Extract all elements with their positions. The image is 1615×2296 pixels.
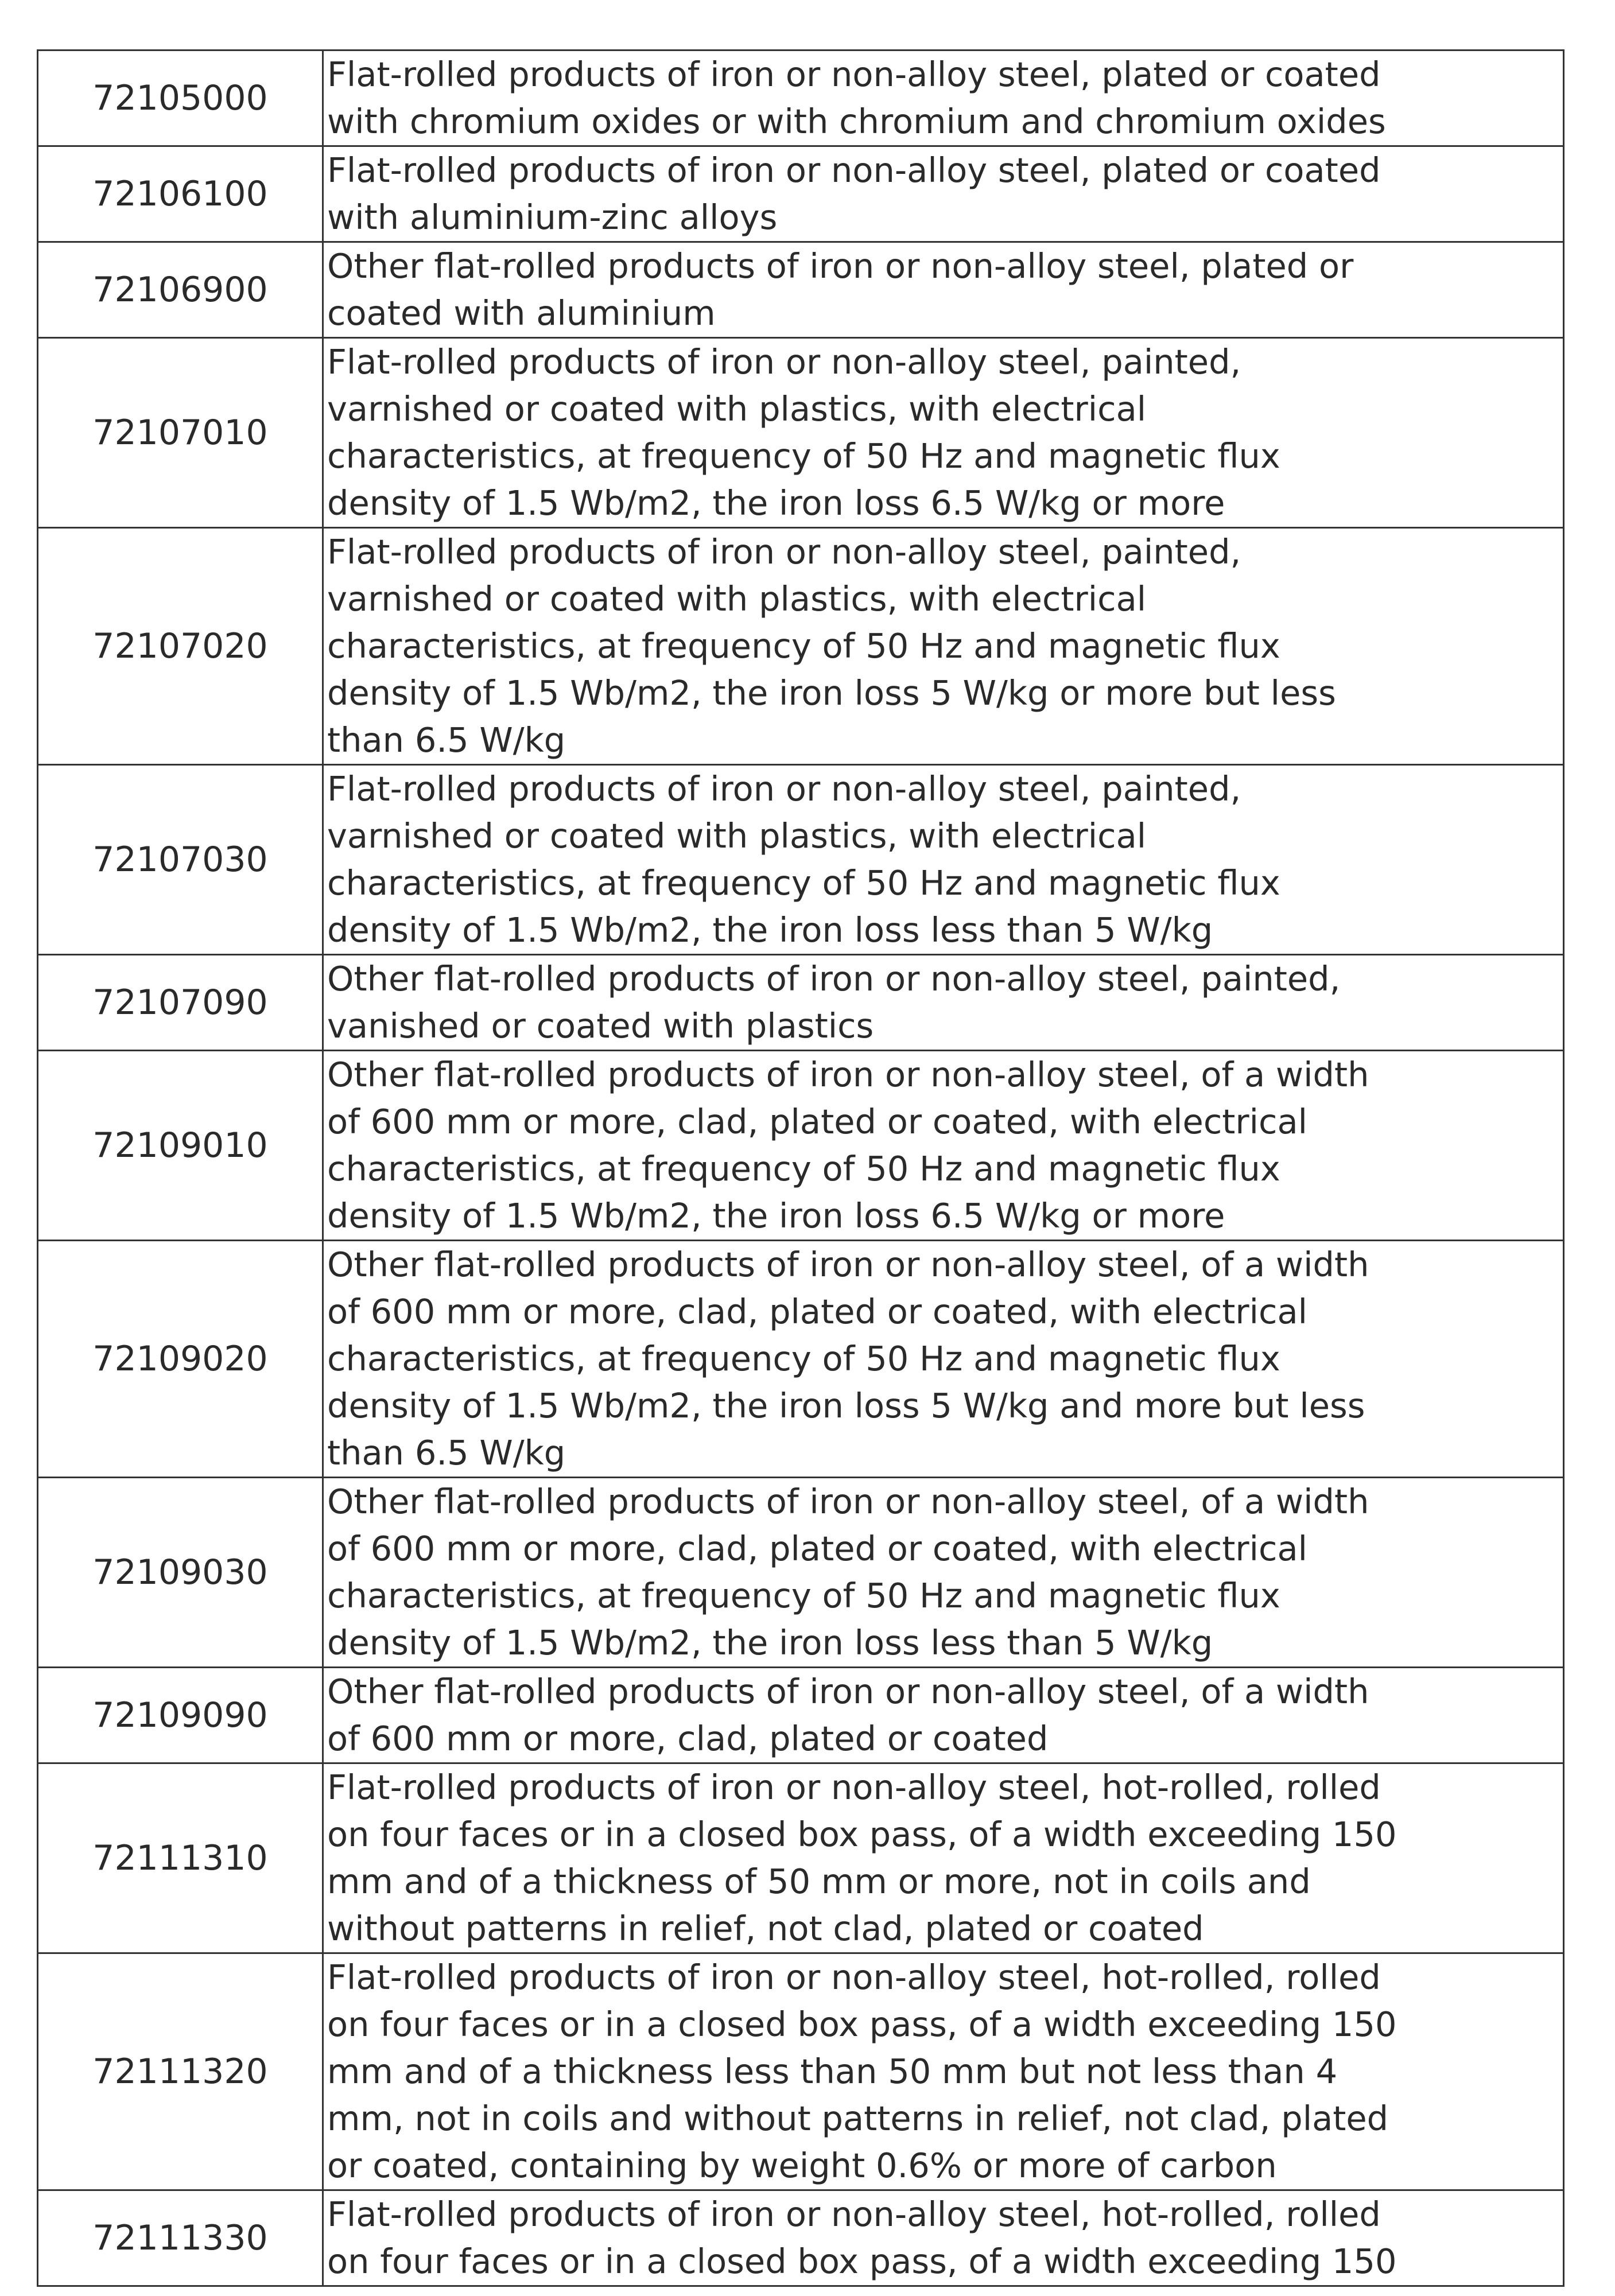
tariff-code: 72109030 <box>38 1478 323 1668</box>
description-line: Flat-rolled products of iron or non-alloy steel, painted, <box>327 532 1241 572</box>
tariff-description <box>323 1051 1564 1241</box>
tariff-description <box>323 242 1564 338</box>
description-line: density of 1.5 Wb/m2, the iron loss 6.5 W/kg or more <box>327 1196 1225 1236</box>
description-line: Other flat-rolled products of iron or non-alloy steel, of a width <box>327 1055 1369 1094</box>
description-line: characteristics, at frequency of 50 Hz and magnetic flux <box>327 626 1280 666</box>
description-line: Other flat-rolled products of iron or non-alloy steel, painted, <box>327 959 1341 999</box>
table-row <box>38 1763 1564 1953</box>
tariff-description <box>323 955 1564 1051</box>
description-line: Flat-rolled products of iron or non-alloy steel, hot-rolled, rolled <box>327 2194 1381 2234</box>
tariff-description <box>323 146 1564 242</box>
description-line: Flat-rolled products of iron or non-alloy steel, painted, <box>327 769 1241 809</box>
tariff-code: 72111330 <box>38 2190 323 2286</box>
tariff-code: 72111310 <box>38 1763 323 1953</box>
description-line: varnished or coated with plastics, with electrical <box>327 579 1147 619</box>
table-row <box>38 1478 1564 1668</box>
description-line: characteristics, at frequency of 50 Hz and magnetic flux <box>327 1149 1280 1188</box>
description-line: characteristics, at frequency of 50 Hz and magnetic flux <box>327 1339 1280 1378</box>
description-line: varnished or coated with plastics, with electrical <box>327 389 1147 429</box>
tariff-description <box>323 50 1564 146</box>
description-line: coated with aluminium <box>327 293 716 333</box>
tariff-code: 72111320 <box>38 1953 323 2190</box>
description-line: density of 1.5 Wb/m2, the iron loss less than 5 W/kg <box>327 1623 1213 1662</box>
table-row <box>38 338 1564 528</box>
table-row <box>38 1668 1564 1763</box>
table-row <box>38 1051 1564 1241</box>
table-row <box>38 765 1564 955</box>
tariff-code: 72107020 <box>38 528 323 765</box>
tariff-code: 72105000 <box>38 50 323 146</box>
description-line: Flat-rolled products of iron or non-alloy steel, hot-rolled, rolled <box>327 1767 1381 1807</box>
description-line: with aluminium-zinc alloys <box>327 197 778 237</box>
description-line: without patterns in relief, not clad, plated or coated <box>327 1909 1204 1948</box>
tariff-code: 72109010 <box>38 1051 323 1241</box>
tariff-description <box>323 1953 1564 2190</box>
description-line: varnished or coated with plastics, with electrical <box>327 816 1147 856</box>
description-line: Other flat-rolled products of iron or non-alloy steel, plated or <box>327 246 1354 286</box>
tariff-description <box>323 1478 1564 1668</box>
tariff-description <box>323 528 1564 765</box>
description-line: mm and of a thickness of 50 mm or more, not in coils and <box>327 1862 1311 1901</box>
table-row <box>38 1953 1564 2190</box>
description-line: or coated, containing by weight 0.6% or more of carbon <box>327 2146 1277 2185</box>
table-row <box>38 242 1564 338</box>
tariff-code: 72109020 <box>38 1241 323 1478</box>
description-line: Other flat-rolled products of iron or non-alloy steel, of a width <box>327 1482 1369 1521</box>
description-line: of 600 mm or more, clad, plated or coated, with electrical <box>327 1529 1308 1568</box>
description-line: characteristics, at frequency of 50 Hz and magnetic flux <box>327 1576 1280 1615</box>
description-line: mm, not in coils and without patterns in relief, not clad, plated <box>327 2099 1389 2138</box>
description-line: than 6.5 W/kg <box>327 720 566 760</box>
description-line: density of 1.5 Wb/m2, the iron loss 5 W/kg and more but less <box>327 1386 1365 1425</box>
description-line: density of 1.5 Wb/m2, the iron loss 6.5 W/kg or more <box>327 483 1225 523</box>
description-line: Flat-rolled products of iron or non-alloy steel, plated or coated <box>327 55 1381 94</box>
table-row <box>38 50 1564 146</box>
tariff-description <box>323 1763 1564 1953</box>
table-row <box>38 955 1564 1051</box>
description-line: Flat-rolled products of iron or non-alloy steel, painted, <box>327 342 1241 382</box>
description-line: on four faces or in a closed box pass, of a width exceeding 150 <box>327 1815 1397 1854</box>
description-line: vanished or coated with plastics <box>327 1006 874 1046</box>
tariff-code: 72109090 <box>38 1668 323 1763</box>
description-line: Flat-rolled products of iron or non-alloy steel, plated or coated <box>327 150 1381 190</box>
tariff-description <box>323 765 1564 955</box>
description-line: with chromium oxides or with chromium and chromium oxides <box>327 102 1386 141</box>
tariff-code: 72107010 <box>38 338 323 528</box>
tariff-description <box>323 1241 1564 1478</box>
table-row <box>38 146 1564 242</box>
description-line: Flat-rolled products of iron or non-alloy steel, hot-rolled, rolled <box>327 1957 1381 1997</box>
tariff-code: 72106900 <box>38 242 323 338</box>
description-line: of 600 mm or more, clad, plated or coated, with electrical <box>327 1292 1308 1331</box>
tariff-table <box>37 49 1564 2287</box>
tariff-table-body <box>38 50 1564 2286</box>
description-line: characteristics, at frequency of 50 Hz and magnetic flux <box>327 436 1280 476</box>
description-line: Other flat-rolled products of iron or non-alloy steel, of a width <box>327 1672 1369 1711</box>
tariff-code: 72106100 <box>38 146 323 242</box>
description-line: on four faces or in a closed box pass, of a width exceeding 150 <box>327 2004 1397 2044</box>
tariff-description <box>323 2190 1564 2286</box>
table-row <box>38 2190 1564 2286</box>
description-line: of 600 mm or more, clad, plated or coated, with electrical <box>327 1102 1308 1141</box>
description-line: Other flat-rolled products of iron or non-alloy steel, of a width <box>327 1245 1369 1284</box>
description-line: mm and of a thickness less than 50 mm but not less than 4 <box>327 2052 1338 2091</box>
tariff-description <box>323 1668 1564 1763</box>
table-row <box>38 1241 1564 1478</box>
description-line: of 600 mm or more, clad, plated or coated <box>327 1719 1049 1758</box>
description-line: than 6.5 W/kg <box>327 1433 566 1473</box>
table-row <box>38 528 1564 765</box>
description-line: density of 1.5 Wb/m2, the iron loss 5 W/kg or more but less <box>327 673 1336 713</box>
tariff-code: 72107090 <box>38 955 323 1051</box>
description-line: characteristics, at frequency of 50 Hz and magnetic flux <box>327 863 1280 903</box>
tariff-code: 72107030 <box>38 765 323 955</box>
description-line: on four faces or in a closed box pass, of a width exceeding 150 <box>327 2241 1397 2281</box>
tariff-description <box>323 338 1564 528</box>
description-line: density of 1.5 Wb/m2, the iron loss less than 5 W/kg <box>327 910 1213 950</box>
